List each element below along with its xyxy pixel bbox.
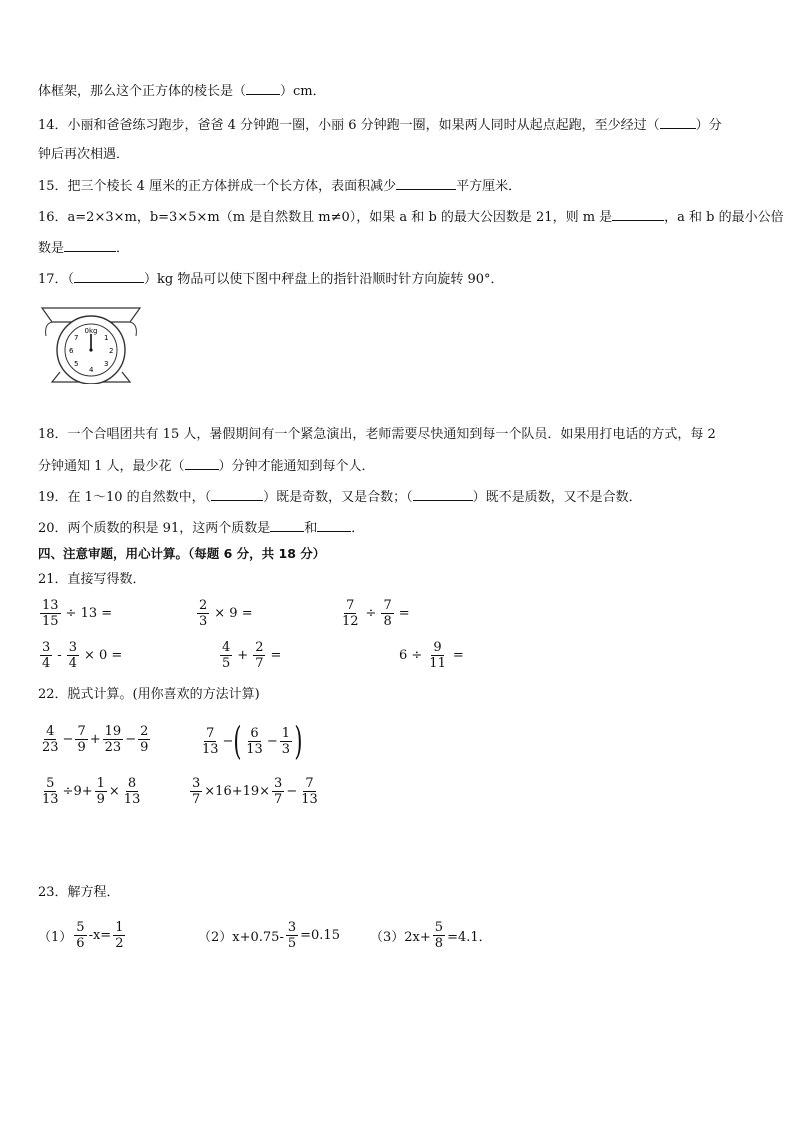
eq-rest: =4.1．	[447, 930, 492, 945]
q13-text-end: ）cm．	[280, 84, 326, 99]
q21-item-5	[218, 640, 284, 671]
fraction: $\frac{5}{13}$	[42, 776, 59, 807]
dial-number: 7	[74, 334, 79, 342]
fraction: $\frac{6}{13}$	[246, 725, 263, 757]
q23-eq-2	[198, 920, 340, 951]
expr-rest: =	[270, 648, 282, 663]
operator: −	[62, 732, 74, 747]
q15-text-end: 平方厘米．	[456, 179, 522, 194]
kitchen-scale-figure	[38, 302, 144, 384]
needle-pivot	[89, 348, 92, 351]
q18-line2	[38, 457, 375, 476]
q14-line2: 钟后再次相遇．	[38, 147, 130, 162]
fraction: $\frac{7}{12}$	[342, 598, 359, 629]
expr-rest: =	[452, 648, 464, 663]
expr-rest: ÷ 13 =	[65, 606, 113, 621]
dial-number: 1	[104, 334, 109, 342]
q22-expr-4	[188, 776, 322, 807]
fraction: $\frac{9}{11}$	[429, 640, 446, 671]
q23-eq-3	[370, 920, 492, 951]
q15-text: 15．把三个棱长 4 厘米的正方体拼成一个长方体，表面积减少	[38, 179, 397, 194]
q19-neither-blank[interactable]	[413, 488, 473, 501]
q13-text: 体框架，那么这个正方体的棱长是（	[38, 84, 247, 99]
q17	[38, 270, 504, 289]
q19-text-mid: ）既是奇数，又是合数；（	[263, 490, 413, 505]
operator: +	[89, 732, 101, 747]
fraction: $\frac{2}{7}$	[255, 640, 264, 671]
fraction: $\frac{5}{8}$	[434, 920, 444, 951]
expr-pre: 6 ÷	[399, 648, 423, 663]
q20-prime1-blank[interactable]	[270, 519, 304, 532]
q16-line2	[38, 239, 129, 258]
left-paren: (	[233, 719, 242, 763]
expr-rest: × 0 =	[83, 648, 123, 663]
expr-rest: × 9 =	[214, 606, 253, 621]
q23-eq-1	[38, 920, 127, 951]
q16-line1	[38, 208, 784, 227]
dial-number: 5	[74, 360, 79, 368]
q21-item-2	[195, 598, 256, 629]
q23-title: 23．解方程．	[38, 885, 120, 900]
q19-text: 19．在 1～10 的自然数中，（	[38, 490, 212, 505]
q13-answer-blank[interactable]	[246, 82, 280, 95]
eq-label: （2）x+0.75-	[198, 930, 284, 945]
operator: -	[57, 648, 62, 663]
operator: ×16+19×	[204, 784, 271, 799]
q21-item-1	[38, 598, 115, 629]
q18-answer-blank[interactable]	[185, 457, 219, 470]
q21-item-6	[396, 640, 467, 671]
dial-number: 2	[109, 347, 114, 355]
section-heading: 四、注意审题，用心计算。（每题 6 分，共 18 分）	[38, 546, 326, 561]
q16-text-2: 数是	[38, 241, 65, 256]
q16-lcm-blank[interactable]	[64, 239, 116, 252]
q17-text-end: ）kg 物品可以使下图中秤盘上的指针沿顺时针方向旋转 90°．	[144, 272, 504, 287]
eq-mid: -x=	[88, 928, 112, 943]
q14-answer-blank[interactable]	[660, 116, 696, 129]
fraction: $\frac{3}{4}$	[42, 640, 51, 671]
fraction: $\frac{7}{13}$	[301, 776, 318, 807]
fraction: $\frac{7}{8}$	[383, 598, 392, 629]
dial-unit-label: 0kg	[84, 327, 98, 335]
eq-label: （3）2x+	[370, 930, 431, 945]
q21-item-3	[338, 598, 413, 629]
fraction: $\frac{19}{23}$	[104, 724, 122, 755]
q22-expr-3	[38, 776, 144, 807]
q16-text-end: ．	[116, 241, 130, 256]
dial-number: 3	[104, 360, 109, 368]
q17-answer-blank[interactable]	[74, 270, 144, 283]
q21-title: 21．直接写得数．	[38, 572, 146, 587]
q16-text-mid: ，a 和 b 的最小公倍	[664, 210, 784, 225]
fraction: $\frac{1}{2}$	[115, 920, 124, 951]
q15-answer-blank[interactable]	[396, 177, 456, 190]
q13-tail	[38, 82, 326, 101]
q20-prime2-blank[interactable]	[317, 519, 351, 532]
q19-odd-composite-blank[interactable]	[211, 488, 263, 501]
fraction: $\frac{2}{3}$	[199, 598, 208, 629]
q16-text: 16．a=2×3×m，b=3×5×m（m 是自然数且 m≠0），如果 a 和 b 的最大公因数是 21，则 m 是	[38, 210, 613, 225]
q18-text-end: ）分钟才能通知到每个人．	[218, 459, 375, 474]
scale-pan-arm-right	[130, 322, 136, 336]
fraction: $\frac{8}{13}$	[123, 776, 141, 807]
fraction: $\frac{1}{3}$	[281, 725, 291, 757]
fraction: $\frac{3}{4}$	[68, 640, 77, 671]
fraction: $\frac{3}{7}$	[274, 776, 283, 807]
q22-expr-1	[38, 724, 152, 755]
fraction: $\frac{3}{5}$	[287, 920, 297, 951]
fraction: $\frac{5}{6}$	[76, 920, 85, 951]
q18-line1: 18．一个合唱团共有 15 人，暑假期间有一个紧急演出，老师需要尽快通知到每一个队员．如果用打电话的方式，每 2	[38, 427, 716, 442]
q14-text: 14．小丽和爸爸练习跑步，爸爸 4 分钟跑一圈，小丽 6 分钟跑一圈，如果两人同时从起点起跑，至少经过（	[38, 118, 660, 133]
fraction: $\frac{7}{9}$	[77, 724, 86, 755]
q20	[38, 519, 364, 538]
q14-text-end: ）分	[695, 118, 722, 133]
operator: −	[286, 784, 298, 799]
q14-line1	[38, 116, 722, 135]
operator: −	[266, 733, 278, 749]
expr-rest: =	[398, 606, 410, 621]
scale-pan-arm-left	[46, 322, 52, 336]
fraction: $\frac{7}{13}$	[202, 725, 219, 757]
q18-text: 分钟通知 1 人，最少花（	[38, 459, 185, 474]
fraction: $\frac{2}{9}$	[140, 724, 149, 755]
operator: +	[237, 648, 249, 663]
operator: ÷9+	[62, 784, 93, 799]
q20-text-end: ．	[351, 521, 365, 536]
dial-number: 4	[89, 366, 94, 374]
q22-title: 22．脱式计算。(用你喜欢的方法计算)	[38, 687, 260, 702]
fraction: $\frac{13}{15}$	[42, 598, 59, 629]
q20-text-mid: 和	[304, 521, 318, 536]
fraction: $\frac{4}{23}$	[42, 724, 59, 755]
eq-label: （1）	[38, 930, 73, 945]
operator: ÷	[365, 606, 377, 621]
right-paren: )	[294, 719, 303, 763]
q15	[38, 177, 521, 196]
q21-item-4	[38, 640, 125, 671]
fraction: $\frac{1}{9}$	[96, 776, 105, 807]
q20-text: 20．两个质数的积是 91，这两个质数是	[38, 521, 271, 536]
q19	[38, 488, 642, 507]
q22-expr-2	[198, 719, 303, 763]
operator: −	[125, 732, 137, 747]
q17-text: 17．（	[38, 272, 75, 287]
q19-text-end: ）既不是质数，又不是合数．	[472, 490, 642, 505]
operator: −	[222, 733, 234, 749]
q16-m-blank[interactable]	[612, 208, 664, 221]
operator: ×	[108, 784, 120, 799]
fraction: $\frac{4}{5}$	[222, 640, 231, 671]
eq-rest: =0.15	[300, 928, 340, 943]
fraction: $\frac{3}{7}$	[192, 776, 201, 807]
dial-number: 6	[69, 347, 74, 355]
